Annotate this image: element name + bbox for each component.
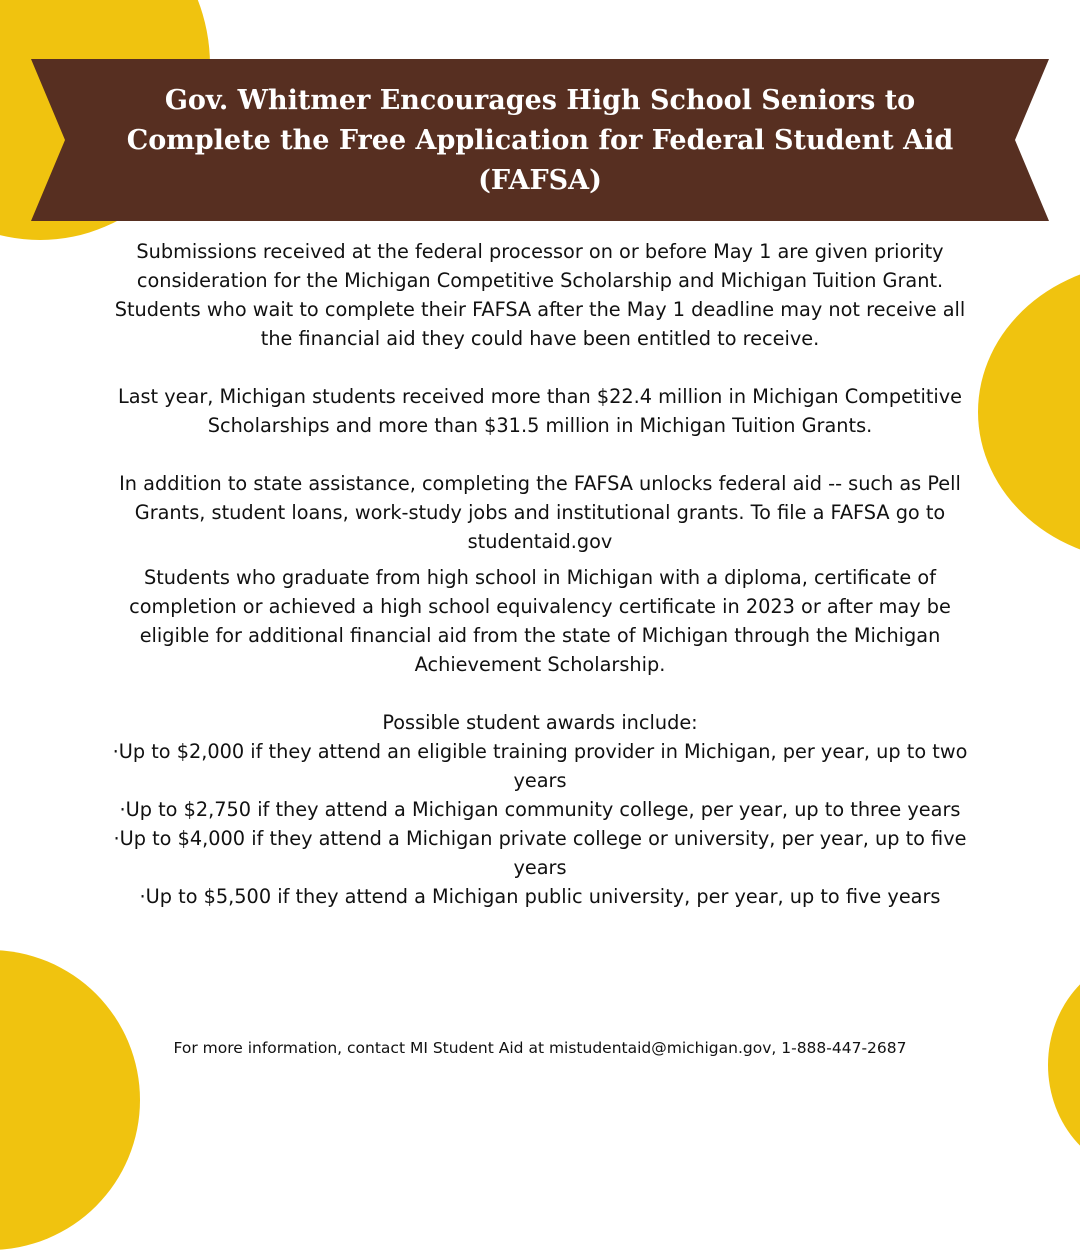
awards-heading: Possible student awards include:: [382, 711, 698, 734]
paragraph-last-year-totals: Last year, Michigan students received more than $22.4 million in Michigan Competitive Scholarships and more than $31.5 million in Michigan Tuition Grants.: [117, 385, 963, 437]
main-content: [100, 237, 980, 911]
paragraph-achievement-scholarship: Students who graduate from high school in Michigan with a diploma, certificate of completion or achieved a high school equivalency certificate in 2023 or after may be eligible for additional financial aid from the state of Michigan through the Michigan Achievement Scholarship.: [129, 566, 951, 676]
decorative-circle-right: [978, 262, 1080, 562]
award-item: ·Up to $2,000 if they attend an eligible training provider in Michigan, per year, up to two years: [112, 740, 968, 792]
awards-list: [100, 737, 980, 911]
award-item: ·Up to $4,000 if they attend a Michigan private college or university, per year, up to five years: [113, 827, 967, 879]
decorative-circle-bottom-left: [0, 950, 140, 1250]
title-banner: [31, 59, 1049, 221]
award-item: ·Up to $5,500 if they attend a Michigan public university, per year, up to five years: [139, 885, 941, 908]
decorative-circle-bottom-right: [1048, 955, 1080, 1175]
contact-footer: For more information, contact MI Student Aid at mistudentaid@michigan.gov, 1-888-447-2687: [173, 1039, 907, 1057]
award-item: ·Up to $2,750 if they attend a Michigan community college, per year, up to three years: [119, 798, 961, 821]
paragraph-federal-aid: In addition to state assistance, completing the FAFSA unlocks federal aid -- such as Pell Grants, student loans, work-study jobs and institutional grants. To file a FAFSA go to studentaid.gov: [119, 472, 961, 553]
paragraph-priority-deadline: Submissions received at the federal processor on or before May 1 are given priority consideration for the Michigan Competitive Scholarship and Michigan Tuition Grant. Students who wait to complete their FAFSA after the May 1 deadline may not receive all the financial aid they could have been entitled to receive.: [114, 240, 966, 350]
page-title: Gov. Whitmer Encourages High School Seniors to Complete the Free Application for Federal Student Aid (FAFSA): [126, 85, 954, 196]
